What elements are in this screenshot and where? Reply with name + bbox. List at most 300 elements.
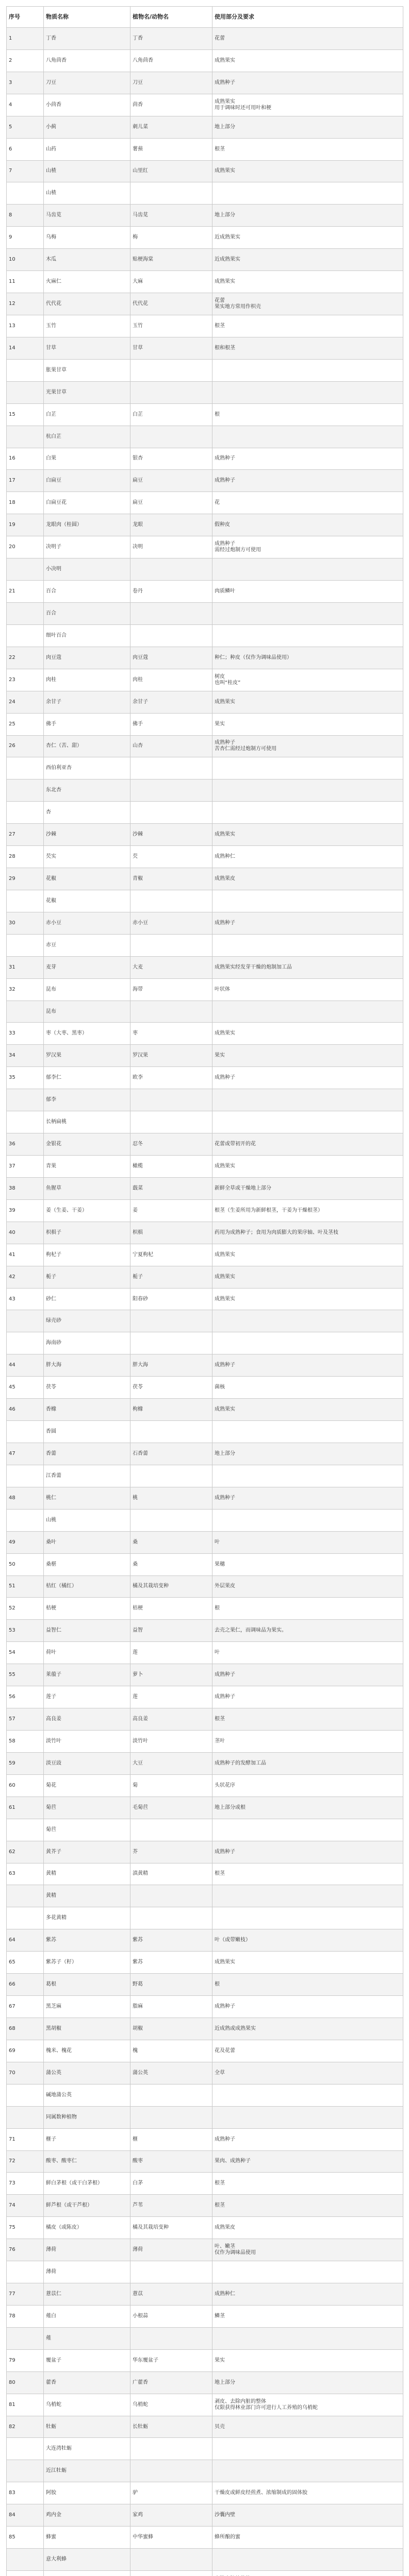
cell-plant-animal-name: 银杏	[130, 448, 212, 470]
cell-substance-name: 薤	[44, 2327, 130, 2349]
cell-index: 27	[7, 824, 44, 846]
cell-substance-name: 马齿苋	[44, 205, 130, 227]
cell-substance-name: 赤小豆	[44, 912, 130, 934]
table-row	[7, 1399, 403, 1421]
table-row	[7, 1553, 403, 1575]
cell-plant-animal-name: 大麦	[130, 956, 212, 978]
cell-index	[7, 1111, 44, 1133]
cell-index: 69	[7, 2040, 44, 2062]
cell-plant-animal-name: 枳椇	[130, 1222, 212, 1244]
cell-index: 2	[7, 49, 44, 72]
cell-usage: 种仁；种皮（仅作为调味品使用）	[212, 647, 403, 669]
cell-substance-name: 牡蛎	[44, 2416, 130, 2438]
table-row	[7, 647, 403, 669]
cell-index: 30	[7, 912, 44, 934]
cell-index: 62	[7, 1841, 44, 1863]
cell-plant-animal-name: 野葛	[130, 1974, 212, 1996]
cell-substance-name: 香橼	[44, 1399, 130, 1421]
cell-usage	[212, 1421, 403, 1443]
cell-plant-animal-name: 玉竹	[130, 315, 212, 337]
cell-usage: 成熟果实	[212, 1156, 403, 1178]
cell-usage: 成熟果实	[212, 1288, 403, 1310]
cell-plant-animal-name: 茯苓	[130, 1377, 212, 1399]
table-row	[7, 2394, 403, 2416]
cell-index: 73	[7, 2173, 44, 2195]
cell-substance-name: 乌梢蛇	[44, 2394, 130, 2416]
table-row	[7, 2327, 403, 2349]
cell-usage: 成熟种子	[212, 1686, 403, 1708]
cell-index	[7, 2460, 44, 2482]
table-row	[7, 2040, 403, 2062]
table-row	[7, 359, 403, 381]
cell-plant-animal-name: 芥	[130, 1841, 212, 1863]
table-row	[7, 2239, 403, 2261]
table-row	[7, 1023, 403, 1045]
table-row	[7, 116, 403, 138]
cell-index: 20	[7, 536, 44, 558]
table-row	[7, 381, 403, 403]
cell-index: 81	[7, 2394, 44, 2416]
cell-index: 78	[7, 2305, 44, 2327]
table-row	[7, 49, 403, 72]
cell-substance-name: 蒲公英	[44, 2062, 130, 2084]
cell-usage: 根茎	[212, 315, 403, 337]
cell-plant-animal-name: 马齿苋	[130, 205, 212, 227]
cell-usage	[212, 2549, 403, 2571]
cell-substance-name: 高良姜	[44, 1708, 130, 1731]
cell-substance-name: 葛根	[44, 1974, 130, 1996]
cell-plant-animal-name	[130, 2084, 212, 2106]
cell-index: 48	[7, 1487, 44, 1509]
cell-plant-animal-name	[130, 182, 212, 205]
table-row	[7, 1487, 403, 1509]
table-body	[7, 28, 403, 2576]
table-row	[7, 1730, 403, 1752]
cell-plant-animal-name: 家鸡	[130, 2504, 212, 2527]
cell-index: 70	[7, 2062, 44, 2084]
cell-substance-name: 枣（大枣、黑枣）	[44, 1023, 130, 1045]
table-row	[7, 890, 403, 912]
cell-usage	[212, 1332, 403, 1354]
cell-usage: 近成熟果实	[212, 249, 403, 271]
table-row	[7, 2460, 403, 2482]
cell-index: 40	[7, 1222, 44, 1244]
cell-substance-name: 莱菔子	[44, 1664, 130, 1686]
cell-usage: 成熟果实	[212, 1266, 403, 1288]
cell-plant-animal-name	[130, 1421, 212, 1443]
cell-usage: 地上部分	[212, 1443, 403, 1465]
table-row	[7, 1642, 403, 1664]
cell-index	[7, 2106, 44, 2128]
table-row	[7, 271, 403, 293]
cell-substance-name: 山楂	[44, 160, 130, 182]
cell-index: 39	[7, 1199, 44, 1222]
cell-usage: 花	[212, 492, 403, 514]
cell-plant-animal-name: 枣	[130, 1023, 212, 1045]
cell-plant-animal-name: 余甘子	[130, 691, 212, 713]
cell-plant-animal-name: 刀豆	[130, 72, 212, 94]
cell-plant-animal-name: 莲	[130, 1686, 212, 1708]
cell-index: 46	[7, 1399, 44, 1421]
cell-plant-animal-name	[130, 1819, 212, 1841]
cell-usage: 果实	[212, 713, 403, 735]
cell-plant-animal-name	[130, 1332, 212, 1354]
cell-usage: 新鲜全草或干燥地上部分	[212, 1177, 403, 1199]
cell-usage: 花蕾或带初开的花	[212, 1133, 403, 1156]
cell-usage	[212, 381, 403, 403]
table-row	[7, 227, 403, 249]
cell-plant-animal-name: 芦苇	[130, 2195, 212, 2217]
cell-index	[7, 381, 44, 403]
cell-substance-name: 长柄扁桃	[44, 1111, 130, 1133]
cell-substance-name: 甘草	[44, 337, 130, 359]
table-row	[7, 1067, 403, 1089]
cell-substance-name: 龙眼肉（桂圆）	[44, 514, 130, 536]
table-row	[7, 1001, 403, 1023]
cell-substance-name: 花椒	[44, 868, 130, 890]
cell-index	[7, 1310, 44, 1332]
table-row	[7, 448, 403, 470]
table-row	[7, 1354, 403, 1377]
cell-usage: 蜂所酿的蜜	[212, 2527, 403, 2549]
cell-index: 29	[7, 868, 44, 890]
cell-plant-animal-name: 白芷	[130, 403, 212, 426]
table-row	[7, 1620, 403, 1642]
cell-plant-animal-name: 罗汉果	[130, 1045, 212, 1067]
cell-substance-name: 光果甘草	[44, 381, 130, 403]
cell-usage: 根	[212, 1974, 403, 1996]
cell-substance-name: 胖大海	[44, 1354, 130, 1377]
cell-index	[7, 624, 44, 647]
cell-index: 25	[7, 713, 44, 735]
cell-substance-name: 余甘子	[44, 691, 130, 713]
cell-index: 65	[7, 1952, 44, 1974]
cell-index: 67	[7, 1996, 44, 2018]
cell-plant-animal-name: 赤小豆	[130, 912, 212, 934]
cell-plant-animal-name	[130, 1885, 212, 1907]
cell-usage: 根	[212, 403, 403, 426]
table-row	[7, 1443, 403, 1465]
cell-plant-animal-name: 桔梗	[130, 1598, 212, 1620]
cell-plant-animal-name	[130, 1465, 212, 1487]
cell-plant-animal-name: 沙棘	[130, 824, 212, 846]
cell-plant-animal-name: 扁豆	[130, 470, 212, 492]
table-row	[7, 1974, 403, 1996]
cell-index: 6	[7, 138, 44, 160]
cell-substance-name: 黄精	[44, 1863, 130, 1885]
cell-substance-name: 昆布	[44, 978, 130, 1001]
table-header-row	[7, 7, 403, 28]
cell-substance-name: 桔梗	[44, 1598, 130, 1620]
table-row	[7, 2217, 403, 2239]
cell-index: 49	[7, 1531, 44, 1553]
table-row	[7, 1421, 403, 1443]
table-row	[7, 28, 403, 50]
cell-substance-name: 海南砂	[44, 1332, 130, 1354]
cell-index: 35	[7, 1067, 44, 1089]
table-row	[7, 956, 403, 978]
cell-substance-name: 桃仁	[44, 1487, 130, 1509]
cell-index	[7, 890, 44, 912]
table-row	[7, 2438, 403, 2460]
table-row	[7, 1797, 403, 1819]
cell-usage: 头状花序	[212, 1774, 403, 1797]
cell-index: 3	[7, 72, 44, 94]
cell-substance-name: 淡豆豉	[44, 1752, 130, 1774]
cell-index	[7, 2327, 44, 2349]
table-row	[7, 426, 403, 448]
cell-plant-animal-name: 扁豆	[130, 492, 212, 514]
cell-index	[7, 779, 44, 802]
cell-usage: 近成熟果实	[212, 227, 403, 249]
cell-substance-name: 菊花	[44, 1774, 130, 1797]
cell-plant-animal-name: 欧李	[130, 1067, 212, 1089]
cell-plant-animal-name: 薄荷	[130, 2239, 212, 2261]
cell-substance-name: 薏苡仁	[44, 2283, 130, 2306]
cell-usage	[212, 779, 403, 802]
table-row	[7, 2416, 403, 2438]
cell-usage: 成熟种子	[212, 1664, 403, 1686]
table-row	[7, 735, 403, 757]
table-row	[7, 1575, 403, 1598]
cell-index	[7, 1421, 44, 1443]
cell-substance-name: 蜂蜜	[44, 2527, 130, 2549]
table-row	[7, 1686, 403, 1708]
cell-index: 60	[7, 1774, 44, 1797]
cell-plant-animal-name: 山里红	[130, 160, 212, 182]
table-row	[7, 1664, 403, 1686]
cell-usage	[212, 359, 403, 381]
cell-substance-name: 胀果甘草	[44, 359, 130, 381]
cell-usage	[212, 182, 403, 205]
cell-plant-animal-name: 薯蓣	[130, 138, 212, 160]
cell-plant-animal-name	[130, 1907, 212, 1929]
cell-index: 28	[7, 846, 44, 868]
cell-usage: 成熟种子 苦杏仁需经过炮制方可使用	[212, 735, 403, 757]
cell-plant-animal-name	[130, 2571, 212, 2576]
cell-plant-animal-name: 高良姜	[130, 1708, 212, 1731]
cell-substance-name: 薄荷	[44, 2261, 130, 2283]
cell-usage: 果实	[212, 1045, 403, 1067]
cell-plant-animal-name	[130, 381, 212, 403]
cell-plant-animal-name: 大豆	[130, 1752, 212, 1774]
cell-usage: 成熟种子	[212, 1487, 403, 1509]
cell-plant-animal-name: 卷丹	[130, 581, 212, 603]
cell-index	[7, 1509, 44, 1531]
cell-index: 32	[7, 978, 44, 1001]
cell-index	[7, 2084, 44, 2106]
cell-usage: 鳞茎	[212, 2305, 403, 2327]
cell-usage: 根	[212, 1598, 403, 1620]
cell-plant-animal-name: 薏苡	[130, 2283, 212, 2306]
table-row	[7, 1199, 403, 1222]
cell-plant-animal-name: 桃	[130, 1487, 212, 1509]
table-row	[7, 2261, 403, 2283]
cell-substance-name: 薤白	[44, 2305, 130, 2327]
cell-index: 53	[7, 1620, 44, 1642]
table-row	[7, 2062, 403, 2084]
header-substance-name: 物质名称	[44, 7, 130, 28]
cell-substance-name: 玉竹	[44, 315, 130, 337]
cell-substance-name: 香薷	[44, 1443, 130, 1465]
cell-substance-name: 小蓟	[44, 116, 130, 138]
table-row	[7, 205, 403, 227]
table-row	[7, 1266, 403, 1288]
cell-index: 33	[7, 1023, 44, 1045]
cell-substance-name: 榧子	[44, 2128, 130, 2150]
cell-index: 58	[7, 1730, 44, 1752]
table-row	[7, 2173, 403, 2195]
cell-usage: 肉质鳞叶	[212, 581, 403, 603]
cell-usage: 沙囊内壁	[212, 2504, 403, 2527]
cell-usage: 成熟种子	[212, 470, 403, 492]
cell-usage	[212, 1509, 403, 1531]
cell-index: 17	[7, 470, 44, 492]
cell-index: 18	[7, 492, 44, 514]
table-row	[7, 1708, 403, 1731]
table-row	[7, 536, 403, 558]
cell-index: 1	[7, 28, 44, 50]
cell-index	[7, 757, 44, 779]
cell-substance-name: 鱼腥草	[44, 1177, 130, 1199]
cell-index: 45	[7, 1377, 44, 1399]
cell-substance-name: 山桃	[44, 1509, 130, 1531]
cell-usage: 成熟果实经发芽干燥的炮制加工品	[212, 956, 403, 978]
cell-index	[7, 1907, 44, 1929]
cell-index	[7, 602, 44, 624]
table-row	[7, 1332, 403, 1354]
table-row	[7, 2195, 403, 2217]
table-row	[7, 1819, 403, 1841]
table-row	[7, 160, 403, 182]
cell-substance-name: 杏	[44, 802, 130, 824]
cell-plant-animal-name: 栀子	[130, 1266, 212, 1288]
table-row	[7, 1907, 403, 1929]
cell-index: 11	[7, 271, 44, 293]
cell-usage: 近成熟或成熟果实	[212, 2018, 403, 2040]
cell-plant-animal-name: 酸枣	[130, 2150, 212, 2173]
cell-usage: 成熟种子	[212, 1354, 403, 1377]
cell-usage: 地上部分或根	[212, 1797, 403, 1819]
cell-index	[7, 1332, 44, 1354]
cell-index: 4	[7, 94, 44, 116]
cell-index	[7, 558, 44, 581]
cell-index: 13	[7, 315, 44, 337]
cell-plant-animal-name: 石香薷	[130, 1443, 212, 1465]
cell-usage: 假种皮	[212, 514, 403, 536]
table-row	[7, 802, 403, 824]
cell-index: 8	[7, 205, 44, 227]
cell-usage	[212, 1310, 403, 1332]
cell-index: 10	[7, 249, 44, 271]
cell-usage	[212, 890, 403, 912]
table-row	[7, 2349, 403, 2371]
cell-index	[7, 1001, 44, 1023]
cell-substance-name: 丁香	[44, 28, 130, 50]
cell-plant-animal-name: 华东覆盆子	[130, 2349, 212, 2371]
cell-index: 12	[7, 293, 44, 315]
cell-usage: 成熟种子	[212, 2128, 403, 2150]
cell-plant-animal-name: 乌梢蛇	[130, 2394, 212, 2416]
cell-usage: 成熟果实	[212, 271, 403, 293]
table-row	[7, 779, 403, 802]
table-row	[7, 2106, 403, 2128]
cell-usage: 成熟果实	[212, 1399, 403, 1421]
cell-usage: 果实	[212, 2349, 403, 2371]
cell-plant-animal-name	[130, 1089, 212, 1111]
cell-index: 5	[7, 116, 44, 138]
cell-plant-animal-name	[130, 1509, 212, 1531]
cell-index	[7, 2438, 44, 2460]
cell-plant-animal-name: 桑	[130, 1553, 212, 1575]
table-row	[7, 514, 403, 536]
cell-plant-animal-name	[130, 426, 212, 448]
cell-substance-name: 多花黄精	[44, 1907, 130, 1929]
cell-substance-name: 刀豆	[44, 72, 130, 94]
cell-usage	[212, 2106, 403, 2128]
cell-plant-animal-name	[130, 2438, 212, 2460]
cell-index: 54	[7, 1642, 44, 1664]
table-row	[7, 1929, 403, 1952]
cell-substance-name: 姜（生姜、干姜）	[44, 1199, 130, 1222]
cell-usage: 叶	[212, 1642, 403, 1664]
cell-index: 47	[7, 1443, 44, 1465]
table-row	[7, 978, 403, 1001]
cell-substance-name: 大连湾牡蛎	[44, 2438, 130, 2460]
cell-substance-name: 绿壳砂	[44, 1310, 130, 1332]
cell-usage	[212, 2084, 403, 2106]
cell-usage: 根茎（生姜所用为新鲜根茎，干姜为干燥根茎）	[212, 1199, 403, 1222]
cell-plant-animal-name: 大麻	[130, 271, 212, 293]
cell-usage: 根和根茎	[212, 337, 403, 359]
table-row	[7, 912, 403, 934]
cell-plant-animal-name: 茴香	[130, 94, 212, 116]
table-row	[7, 2571, 403, 2576]
cell-usage: 干燥皮或鲜皮经煎煮、浓缩制成的固体胶	[212, 2482, 403, 2504]
cell-usage: 成熟种子	[212, 72, 403, 94]
cell-plant-animal-name: 枸橼	[130, 1399, 212, 1421]
cell-index: 41	[7, 1244, 44, 1266]
cell-plant-animal-name: 肉豆蔻	[130, 647, 212, 669]
header-usage-requirements: 使用部分及要求	[212, 7, 403, 28]
cell-index	[7, 1819, 44, 1841]
cell-index: 44	[7, 1354, 44, 1377]
cell-usage: 去壳之果仁，而调味品为果实。	[212, 1620, 403, 1642]
cell-plant-animal-name: 榧	[130, 2128, 212, 2150]
cell-usage: 成熟果实 用于调味时还可用叶和梗	[212, 94, 403, 116]
table-row	[7, 470, 403, 492]
table-row	[7, 2504, 403, 2527]
cell-plant-animal-name: 肉桂	[130, 669, 212, 691]
cell-plant-animal-name: 橘及其栽培变种	[130, 2217, 212, 2239]
cell-substance-name: 八角茴香	[44, 49, 130, 72]
cell-substance-name: 白果	[44, 448, 130, 470]
cell-substance-name: 火麻仁	[44, 271, 130, 293]
table-row	[7, 94, 403, 116]
cell-substance-name: 金银花	[44, 1133, 130, 1156]
cell-index: 43	[7, 1288, 44, 1310]
cell-usage	[212, 1111, 403, 1133]
table-row	[7, 1841, 403, 1863]
cell-usage: 叶	[212, 1531, 403, 1553]
cell-usage: 花及花蕾	[212, 2040, 403, 2062]
cell-usage: 成熟果实	[212, 691, 403, 713]
cell-index	[7, 2571, 44, 2576]
cell-substance-name: 昆布	[44, 1001, 130, 1023]
cell-plant-animal-name: 橘及其栽培变种	[130, 1575, 212, 1598]
table-row	[7, 669, 403, 691]
cell-index	[7, 802, 44, 824]
